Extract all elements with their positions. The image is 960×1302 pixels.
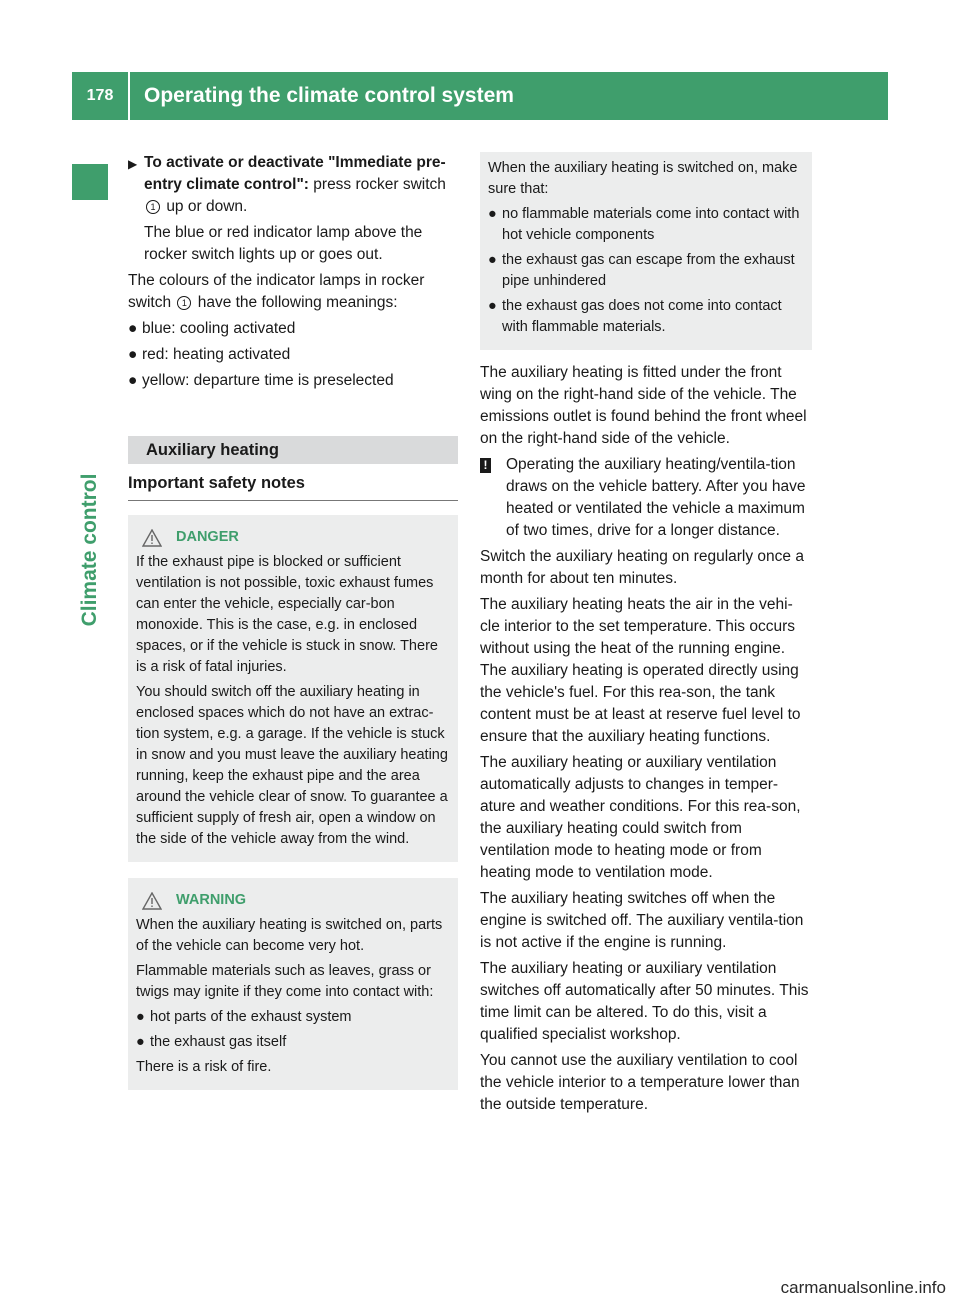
list-item	[488, 204, 804, 246]
section-heading: Auxiliary heating	[128, 436, 458, 464]
body-paragraph: The auxiliary heating heats the air in the vehi-cle interior to the set temperature. This occurs without using the heat of the running engine. The auxiliary heating is operated directly using the vehicle's fuel. For this rea-son, the tank content must be at least at reserve fuel level to ensure that the auxiliary heating functions.	[480, 596, 801, 745]
list-item-text: the exhaust gas itself	[150, 1034, 287, 1050]
warning-text-1: When the auxiliary heating is switched on, parts of the vehicle can become very hot.	[136, 917, 443, 954]
list-item	[128, 370, 458, 392]
instruction-step	[128, 152, 458, 270]
watermark: carmanualsonline.info	[780, 1278, 946, 1297]
list-item-text: the exhaust gas does not come into contact with flammable materials.	[502, 298, 782, 335]
bullet-icon: ●	[128, 320, 138, 337]
step-bold: To activate or deactivate "Immediate pre-entry climate control":	[144, 154, 446, 193]
warning-label: WARNING	[176, 892, 247, 908]
list-item	[136, 1032, 450, 1053]
list-item	[488, 296, 804, 338]
side-tab-marker	[72, 164, 108, 200]
notice-paragraph	[480, 454, 812, 542]
subsection-heading: Important safety notes	[128, 472, 458, 501]
body-paragraph: The auxiliary heating or auxiliary ventilation switches off automatically after 50 minutes. This time limit can be altered. To do this, visit a qualified specialist workshop.	[480, 960, 809, 1043]
bullet-icon: ●	[136, 1034, 145, 1050]
body-paragraph: The auxiliary heating or auxiliary ventilation automatically adjusts to changes in temper-ature and weather conditions. For this rea-son, the auxiliary heating could switch from ventilation mode to heating mode or from heating mode to ventilation mode.	[480, 754, 801, 881]
body-paragraph: The auxiliary heating switches off when the engine is switched off. The auxiliary ventila-tion is not active if the engine is running.	[480, 890, 804, 951]
arrow-right-icon: ▶	[128, 157, 138, 171]
warning-text-2: Flammable materials such as leaves, grass or twigs may ignite if they come into contact with:	[136, 963, 434, 1000]
warning-triangle-icon	[142, 529, 162, 547]
body-paragraph: Switch the auxiliary heating on regularly once a month for about ten minutes.	[480, 548, 804, 587]
page-title: Operating the climate control system	[144, 84, 514, 107]
bullet-icon: ●	[128, 346, 138, 363]
page-number: 178	[86, 87, 114, 104]
warning-triangle-icon	[142, 892, 162, 910]
list-item-text: hot parts of the exhaust system	[150, 1009, 352, 1025]
warning-text-3: There is a risk of fire.	[136, 1059, 272, 1075]
list-item	[136, 1007, 450, 1028]
list-item-text: yellow: departure time is preselected	[142, 372, 394, 389]
switch-number-icon: 1	[146, 200, 160, 214]
notice-text: Operating the auxiliary heating/ventila-tion draws on the vehicle battery. After you have heated or ventilated the vehicle a maximum of two times, drive for a longer distance.	[506, 456, 806, 539]
info-intro: When the auxiliary heating is switched on, make sure that:	[488, 160, 798, 197]
warning-header	[136, 890, 450, 911]
exclamation-icon: !	[480, 458, 491, 473]
list-item	[488, 250, 804, 292]
switch-number-icon: 1	[177, 296, 191, 310]
step-result: The blue or red indicator lamp above the rocker switch lights up or goes out.	[144, 224, 423, 263]
list-item	[128, 344, 458, 366]
bullet-icon: ●	[128, 372, 138, 389]
danger-text-2: You should switch off the auxiliary heating in enclosed spaces which do not have an extrac-tion system, e.g. a garage. If the vehicle is stuck in snow and you must leave the auxiliary heating running, keep the exhaust pipe and the area around the vehicle clear of snow. To guarantee a sufficient supply of fresh air, open a window on the side of the vehicle away from the wind.	[136, 684, 448, 847]
list-item-text: no flammable materials come into contact with hot vehicle components	[502, 206, 800, 243]
side-chapter-text: Climate control	[78, 473, 101, 627]
body-paragraph: You cannot use the auxiliary ventilation to cool the vehicle interior to a temperature lower than the outside temperature.	[480, 1052, 800, 1113]
danger-box	[128, 515, 458, 862]
bullet-icon: ●	[488, 206, 497, 222]
warning-box	[128, 878, 458, 1090]
bullet-icon: ●	[488, 252, 497, 268]
side-chapter-label	[72, 470, 108, 630]
colours-paragraph	[128, 270, 458, 314]
danger-label: DANGER	[176, 529, 239, 545]
danger-text-1: If the exhaust pipe is blocked or sufficient ventilation is not possible, toxic exhaust fumes can enter the vehicle, especially car-bon monoxide. This is the case, e.g. in enclosed spaces, or if the vehicle is stuck in snow. There is a risk of fatal injuries.	[136, 554, 438, 675]
list-item-text: blue: cooling activated	[142, 320, 296, 337]
danger-header	[136, 527, 450, 548]
list-item	[128, 318, 458, 340]
body-paragraph: The auxiliary heating is fitted under the front wing on the right-hand side of the vehicle. The emissions outlet is found behind the front wheel on the right-hand side of the vehicle.	[480, 364, 807, 447]
bullet-icon: ●	[136, 1009, 145, 1025]
step-text-b: up or down.	[166, 198, 248, 215]
info-box	[480, 152, 812, 350]
list-item-text: the exhaust gas can escape from the exhaust pipe unhindered	[502, 252, 795, 289]
colours-text-a: The colours of the indicator lamps in rocker switch	[128, 272, 425, 311]
bullet-icon: ●	[488, 298, 497, 314]
page-header	[72, 72, 888, 120]
step-text	[144, 152, 458, 218]
left-column	[128, 152, 458, 1090]
right-column	[480, 152, 812, 1120]
colours-text-b: have the following meanings:	[197, 294, 398, 311]
list-item-text: red: heating activated	[142, 346, 291, 363]
step-text-a: press rocker switch	[313, 176, 446, 193]
